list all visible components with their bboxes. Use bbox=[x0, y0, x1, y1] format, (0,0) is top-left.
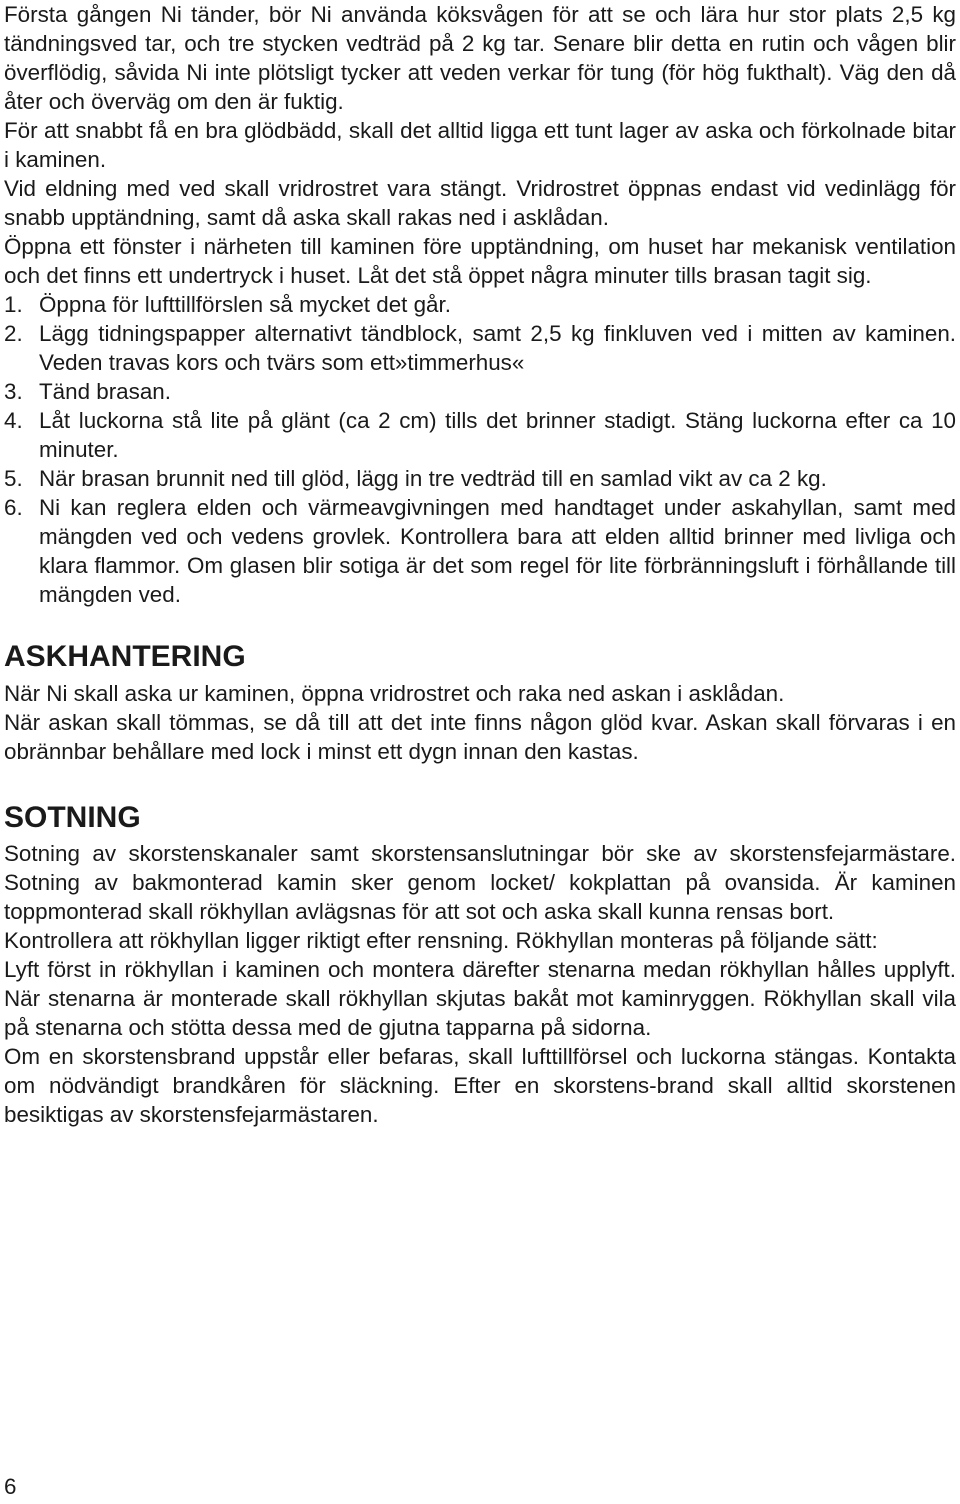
list-item bbox=[4, 290, 956, 319]
step-text: Öppna för lufttillförslen så mycket det går. bbox=[39, 292, 451, 317]
step-text: Ni kan reglera elden och värmeavgivningen med handtaget under askahyllan, samt med mängden ved och vedens grovlek. Kontrollera bara att elden alltid brinner med livliga och klara flammor. Om glasen blir sotiga är det som regel för lite förbränningsluft i förhållande till mängden ved. bbox=[39, 495, 956, 607]
step-text: När brasan brunnit ned till glöd, lägg in tre vedträd till en samlad vikt av ca 2 kg. bbox=[39, 466, 827, 491]
manual-page bbox=[4, 0, 956, 1129]
list-item bbox=[4, 493, 956, 609]
intro-paragraph-first-lighting: Första gången Ni tänder, bör Ni använda köksvågen för att se och lära hur stor plats 2,5 kg tändningsved tar, och tre stycken vedträd på 2 kg tar. Senare blir detta en rutin och vågen blir överflödig, såvida Ni inte plötsligt tycker att veden verkar för tung (för hög fukthalt). Väg den då åter och överväg om den är fuktig. bbox=[4, 2, 956, 114]
sweep-paragraph-chimney: Sotning av skorstenskanaler samt skorstensanslutningar bör ske av skorstensfejarmästare. Sotning av bakmonterad kamin sker genom locket/ kokplattan på ovansida. Är kaminen toppmonterad skall rökhyllan avlägsnas för att sot och aska skall kunna rensas bort. bbox=[4, 841, 956, 924]
step-text: Lägg tidningspapper alternativt tändblock, samt 2,5 kg finkluven ved i mitten av kaminen. Veden travas kors och tvärs som ett»timmerhus« bbox=[39, 321, 956, 375]
askhantering-section bbox=[4, 639, 956, 766]
intro-paragraph-grate: Vid eldning med ved skall vridrostret vara stängt. Vridrostret öppnas endast vid vedinlägg för snabb upptändning, samt då aska skall rakas ned i asklådan. bbox=[4, 176, 956, 230]
page-number: 6 bbox=[4, 1474, 17, 1499]
section-heading-sotning: SOTNING bbox=[4, 801, 141, 834]
sotning-section bbox=[4, 800, 956, 1129]
step-number: 6. bbox=[4, 495, 23, 520]
lighting-steps-list bbox=[4, 290, 956, 609]
section-heading-askhantering: ASKHANTERING bbox=[4, 640, 246, 673]
intro-paragraph-ember-bed: För att snabbt få en bra glödbädd, skall det alltid ligga ett tunt lager av aska och förkolnade bitar i kaminen. bbox=[4, 118, 956, 172]
ash-paragraph-remove: När Ni skall aska ur kaminen, öppna vridrostret och raka ned askan i asklådan. bbox=[4, 681, 785, 706]
step-number: 4. bbox=[4, 408, 23, 433]
lighting-instructions bbox=[4, 0, 956, 609]
list-item bbox=[4, 377, 956, 406]
step-number: 2. bbox=[4, 321, 23, 346]
ash-paragraph-store: När askan skall tömmas, se då till att det inte finns någon glöd kvar. Askan skall förvaras i en obrännbar behållare med lock i minst ett dygn innan den kastas. bbox=[4, 710, 956, 764]
sweep-paragraph-mount-shelf: Lyft först in rökhyllan i kaminen och montera därefter stenarna medan rökhyllan hålles upplyft. När stenarna är monterade skall rökhyllan skjutas bakåt mot kaminryggen. Rökhyllan skall vila på stenarna och stötta dessa med de gjutna tapparna på sidorna. bbox=[4, 957, 956, 1040]
step-number: 3. bbox=[4, 379, 23, 404]
step-number: 1. bbox=[4, 292, 23, 317]
sweep-paragraph-chimney-fire: Om en skorstensbrand uppstår eller befaras, skall lufttillförsel och luckorna stängas. Kontakta om nödvändigt brandkåren för släckning. Efter en skorstens-brand skall alltid skorstenen besiktigas av skorstensfejarmästaren. bbox=[4, 1044, 956, 1127]
list-item bbox=[4, 406, 956, 464]
step-text: Låt luckorna stå lite på glänt (ca 2 cm) tills det brinner stadigt. Stäng luckorna efter ca 10 minuter. bbox=[39, 408, 956, 462]
intro-paragraph-window: Öppna ett fönster i närheten till kaminen före upptändning, om huset har mekanisk ventilation och det finns ett undertryck i huset. Låt det stå öppet några minuter tills brasan tagit sig. bbox=[4, 234, 956, 288]
sweep-paragraph-check-shelf: Kontrollera att rökhyllan ligger riktigt efter rensning. Rökhyllan monteras på följande sätt: bbox=[4, 928, 878, 953]
list-item bbox=[4, 319, 956, 377]
step-number: 5. bbox=[4, 466, 23, 491]
step-text: Tänd brasan. bbox=[39, 379, 171, 404]
list-item bbox=[4, 464, 956, 493]
